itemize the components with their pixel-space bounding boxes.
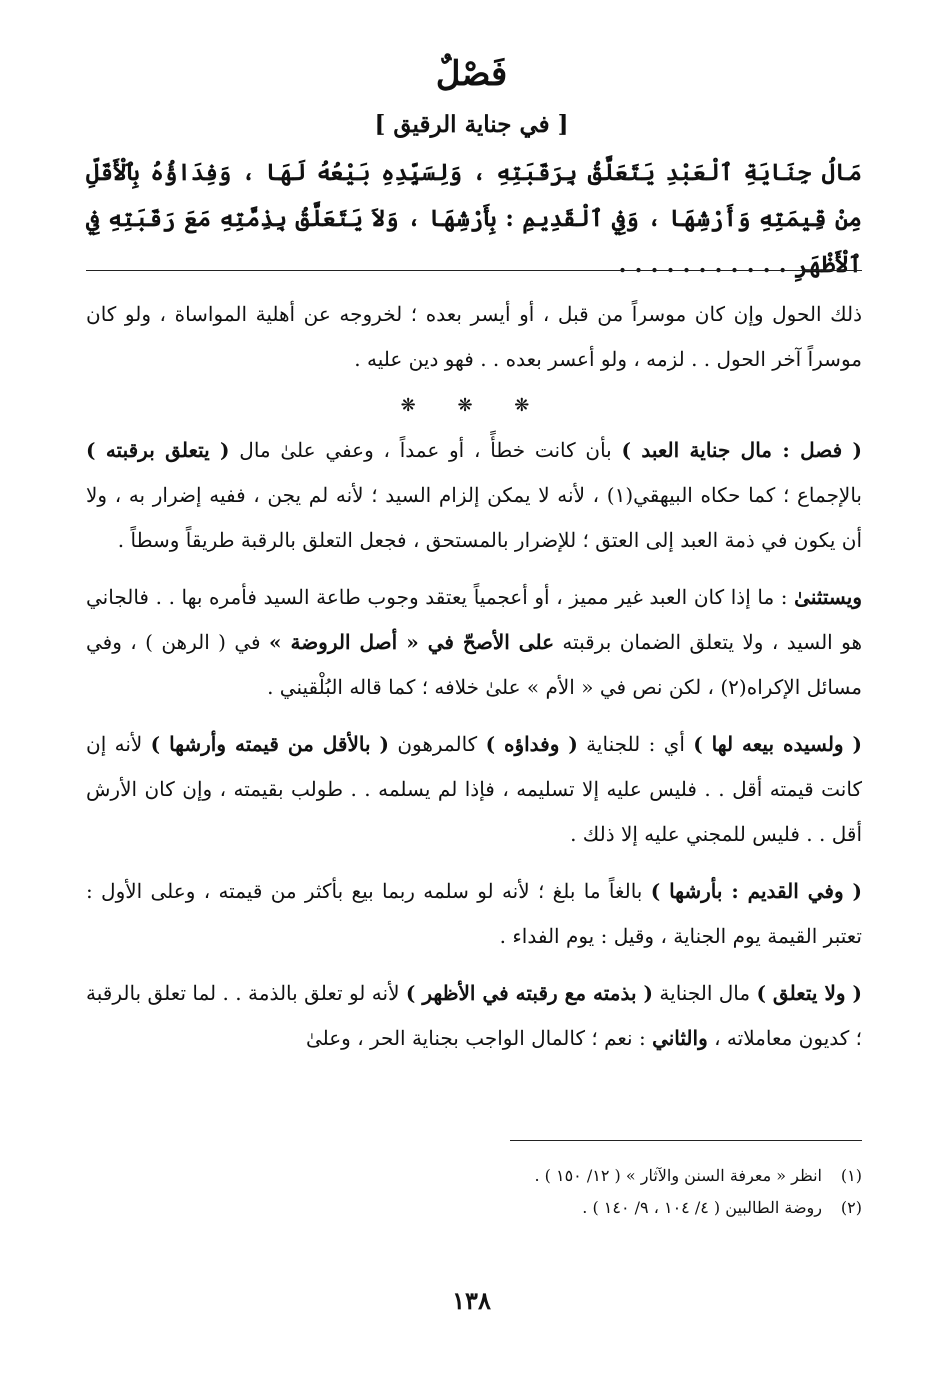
- commentary-text: بأن كانت خطأً ، أو عمداً ، وعفي علىٰ مال: [229, 438, 622, 462]
- footnote-number: (٢): [840, 1198, 862, 1217]
- quoted-matn: ( يتعلق برقبته ): [86, 438, 230, 462]
- quoted-matn: ( بالأقل من قيمته وأرشها ): [150, 732, 389, 756]
- footnote-text: انظر « معرفة السنن والآثار » ( ١٢/ ١٥٠ ) .: [534, 1166, 822, 1185]
- footnote-1: [86, 1160, 862, 1192]
- footnote-text: روضة الطالبين ( ٤/ ١٠٤ ، ٩/ ١٤٠ ) .: [582, 1198, 822, 1217]
- quoted-matn: ( ولسيده بيعه لها ): [693, 732, 863, 756]
- commentary-text: : ما إذا كان العبد غير مميز ، أو أعجمياً يعتقد وجوب طاعة السيد فأمره بها . . فالجاني هو السيد ، ولا يتعلق الضمان برقبته: [86, 585, 862, 654]
- quoted-matn: ( فصل : مال جناية العبد ): [621, 438, 862, 462]
- footnote-divider: [510, 1140, 862, 1141]
- section-separator-stars: ❋ ❋ ❋: [400, 395, 548, 416]
- commentary-text: في ( الرهن ) ، وفي مسائل الإكراه(٢) ، لكن نص في « الأم » علىٰ خلافه ؛ كما قاله البُلْقيني .: [86, 630, 862, 699]
- footnote-2: [86, 1192, 862, 1224]
- commentary-paragraph-6: [86, 971, 862, 1061]
- commentary-body: [86, 292, 862, 1073]
- footnotes: [86, 1160, 862, 1224]
- commentary-text: بالغاً ما بلغ ؛ لأنه لو سلمه ربما بيع بأكثر من قيمته ، وعلى الأول : تعتبر القيمة يوم الجناية ، وقيل : يوم الفداء .: [86, 879, 862, 948]
- quoted-matn: ( وفداؤه ): [485, 732, 578, 756]
- section-subtitle: [ في جناية الرقيق ]: [374, 111, 569, 138]
- quoted-matn: على الأصحّ في « أصل الروضة »: [268, 630, 554, 654]
- page-number: ١٣٨: [452, 1286, 491, 1315]
- quoted-matn: ( وفي القديم : بأرشها ): [650, 879, 862, 903]
- section-heading-ornament: فَصْلٌ: [435, 54, 508, 94]
- commentary-paragraph-4: [86, 722, 862, 857]
- commentary-paragraph-5: [86, 869, 862, 959]
- quoted-matn: ويستثنىٰ: [794, 585, 862, 609]
- commentary-text: لأنه إن كانت قيمته أقل . . فليس عليه إلا تسليمه ، فإذا لم يسلمه . . طولب بقيمته ، وإن كان الأرش أقل . . فليس للمجني عليه إلا ذلك .: [86, 732, 862, 846]
- quoted-matn: ( ولا يتعلق ): [756, 981, 862, 1005]
- commentary-paragraph-3: [86, 575, 862, 710]
- commentary-text: لأنه لو تعلق بالذمة . . لما تعلق بالرقبة ؛ كديون معاملاته ،: [86, 981, 862, 1050]
- commentary-text: كالمرهون: [388, 732, 486, 756]
- matn-text: [86, 150, 862, 288]
- commentary-paragraph-2: [86, 428, 862, 563]
- commentary-text: مال الجناية: [653, 981, 757, 1005]
- footnote-number: (١): [840, 1166, 862, 1185]
- commentary-text: بالإجماع ؛ كما حكاه البيهقي(١) ، لأنه لا يمكن إلزام السيد ؛ لأنه لم يجن ، ففيه إضرار به ، ولا أن يكون في ذمة العبد إلى العتق ؛ للإضرار بالمستحق ، فجعل التعلق بالرقبة طريقاً وسطاً .: [86, 483, 863, 552]
- quoted-matn: ( بذمته مع رقبته في الأظهر ): [405, 981, 654, 1005]
- commentary-text: : نعم ؛ كالمال الواجب بجناية الحر ، وعلىٰ: [305, 1026, 653, 1050]
- quoted-matn: والثاني: [652, 1026, 708, 1050]
- matn-divider: [86, 270, 862, 271]
- commentary-text: أي : للجناية: [577, 732, 694, 756]
- matn-paragraph: مَالُ جِنَايَةِ ٱلْعَبْدِ يَتَعَلَّقُ بِرَقَبَتِهِ ، وَلِسَيِّدِهِ بَيْعُهُ لَهَا ، وَفِدَاؤُهُ بِٱلْأَقَلِّ مِنْ قِيمَتِهِ وَأَرْشِهَا ، وَفِي ٱلْقَدِيمِ : بِأَرْشِهَا ، وَلاَ يَتَعَلَّقُ بِذِمَّتِهِ مَعَ رَقَبَتِهِ فِي ٱلْأَظْهَرِ . . . . . . . . . . .: [86, 159, 862, 278]
- commentary-paragraph-1: ذلك الحول وإن كان موسراً من قبل ، أو أيسر بعده ؛ لخروجه عن أهلية المواساة ، ولو كان موسراً آخر الحول . . لزمه ، ولو أعسر بعده . . فهو دين عليه .: [86, 302, 862, 371]
